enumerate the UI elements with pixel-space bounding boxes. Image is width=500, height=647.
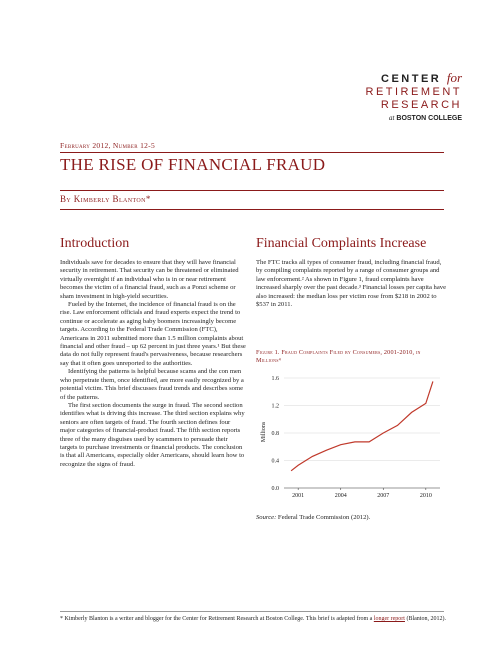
footnote-marker: * (60, 616, 63, 622)
footnote (60, 615, 450, 623)
series-line (291, 381, 433, 470)
longer-report-link[interactable]: longer report (373, 616, 405, 622)
logo-for: for (446, 70, 462, 85)
fraud-chart (256, 370, 448, 505)
logo-research: RESEARCH (380, 99, 462, 111)
y-tick-label: 0.0 (271, 486, 279, 492)
complaints-body (256, 259, 446, 309)
x-tick-label: 2001 (292, 493, 305, 499)
x-ticks (292, 488, 432, 499)
intro-paragraph: The first section documents the surge in fraud. The second section identifies what is driving this increase. The third section explains why seniors are often targets of fraud. The fourth section defines four major categories of financial-product fraud. The fifth section reports three of the many disguises used by scammers to persuade their targets to purchase investments or financial products. The conclusion is that all Americans, especially older Americans, should learn how to recognize the signs of fraud. (60, 401, 245, 468)
y-tick-label: 0.4 (271, 458, 279, 465)
source-label: Source: (256, 514, 277, 521)
y-tick-label: 1.6 (271, 376, 279, 382)
issue-date: February 2012, Number 12-5 (60, 141, 156, 150)
complaints-heading: Financial Complaints Increase (256, 236, 427, 251)
header-rule (60, 152, 444, 153)
page-title: THE RISE OF FINANCIAL FRAUD (60, 155, 326, 174)
intro-paragraph: Identifying the patterns is helpful because scams and the con men who perpetrate them, once identified, are more easily recognized by a potential victim. This brief discusses fraud trends and describes some of the patterns. (60, 368, 244, 401)
author-byline: By Kimberly Blanton* (60, 194, 151, 204)
logo-retirement: RETIREMENT (365, 86, 462, 98)
chart-grid (284, 378, 440, 488)
logo-boston-college: BOSTON COLLEGE (396, 115, 462, 122)
intro-paragraph: Individuals save for decades to ensure that they will have financial security in retirement. That security can be threatened or eliminated virtually overnight if an individual who is in or near retirement becomes the victim of a financial fraud, such as a Ponzi scheme or sham investment in high-yield securities. (60, 259, 239, 300)
center-logo (350, 70, 462, 122)
intro-paragraph: Fueled by the Internet, the incidence of financial fraud is on the rise. Law enforcement officials and fraud experts expect the trend to continue or accelerate as aging baby boomers increasingly become targets. According to the Federal Trade Commission (FTC), Americans in 2011 submitted more than 1.5 million complaints about financial and other fraud – up 62 percent in just three years.¹ But these data do not fully represent fraud's pervasiveness, because researchers say that it often goes unreported to the authorities. (60, 301, 246, 367)
author-rule (60, 209, 444, 210)
intro-heading: Introduction (60, 236, 130, 251)
title-rule (60, 190, 444, 191)
logo-at: at (388, 114, 395, 122)
footnote-rule (60, 611, 444, 612)
intro-body (60, 259, 246, 469)
y-axis-label: Millions (261, 421, 267, 443)
logo-center: CENTER (381, 73, 442, 85)
y-tick-label: 0.8 (271, 431, 279, 437)
x-tick-label: 2007 (377, 493, 390, 499)
y-tick-label: 1.2 (271, 403, 279, 410)
y-ticks (272, 376, 280, 492)
figure-title: Figure 1. Fraud Complaints Filed by Consumers, 2001-2010, in Millions⁴ (256, 349, 421, 364)
footnote-tail: (Blanton, 2012). (406, 616, 446, 622)
footnote-text: Kimberly Blanton is a writer and blogger for the Center for Retirement Research at Boston College. This brief is adapted from a (64, 616, 373, 622)
figure-source (256, 514, 370, 522)
x-tick-label: 2004 (334, 493, 347, 499)
x-tick-label: 2010 (419, 493, 432, 499)
complaints-paragraph: The FTC tracks all types of consumer fraud, including financial fraud, by compiling complaints reported by a range of consumer groups and law enforcement.² As shown in Figure 1, fraud complaints have increased sharply over the past decade.³ Financial losses per capita have also increased: the median loss per victim rose from $218 in 2002 to $537 in 2011. (256, 259, 447, 309)
source-text: Federal Trade Commission (2012). (277, 514, 371, 521)
